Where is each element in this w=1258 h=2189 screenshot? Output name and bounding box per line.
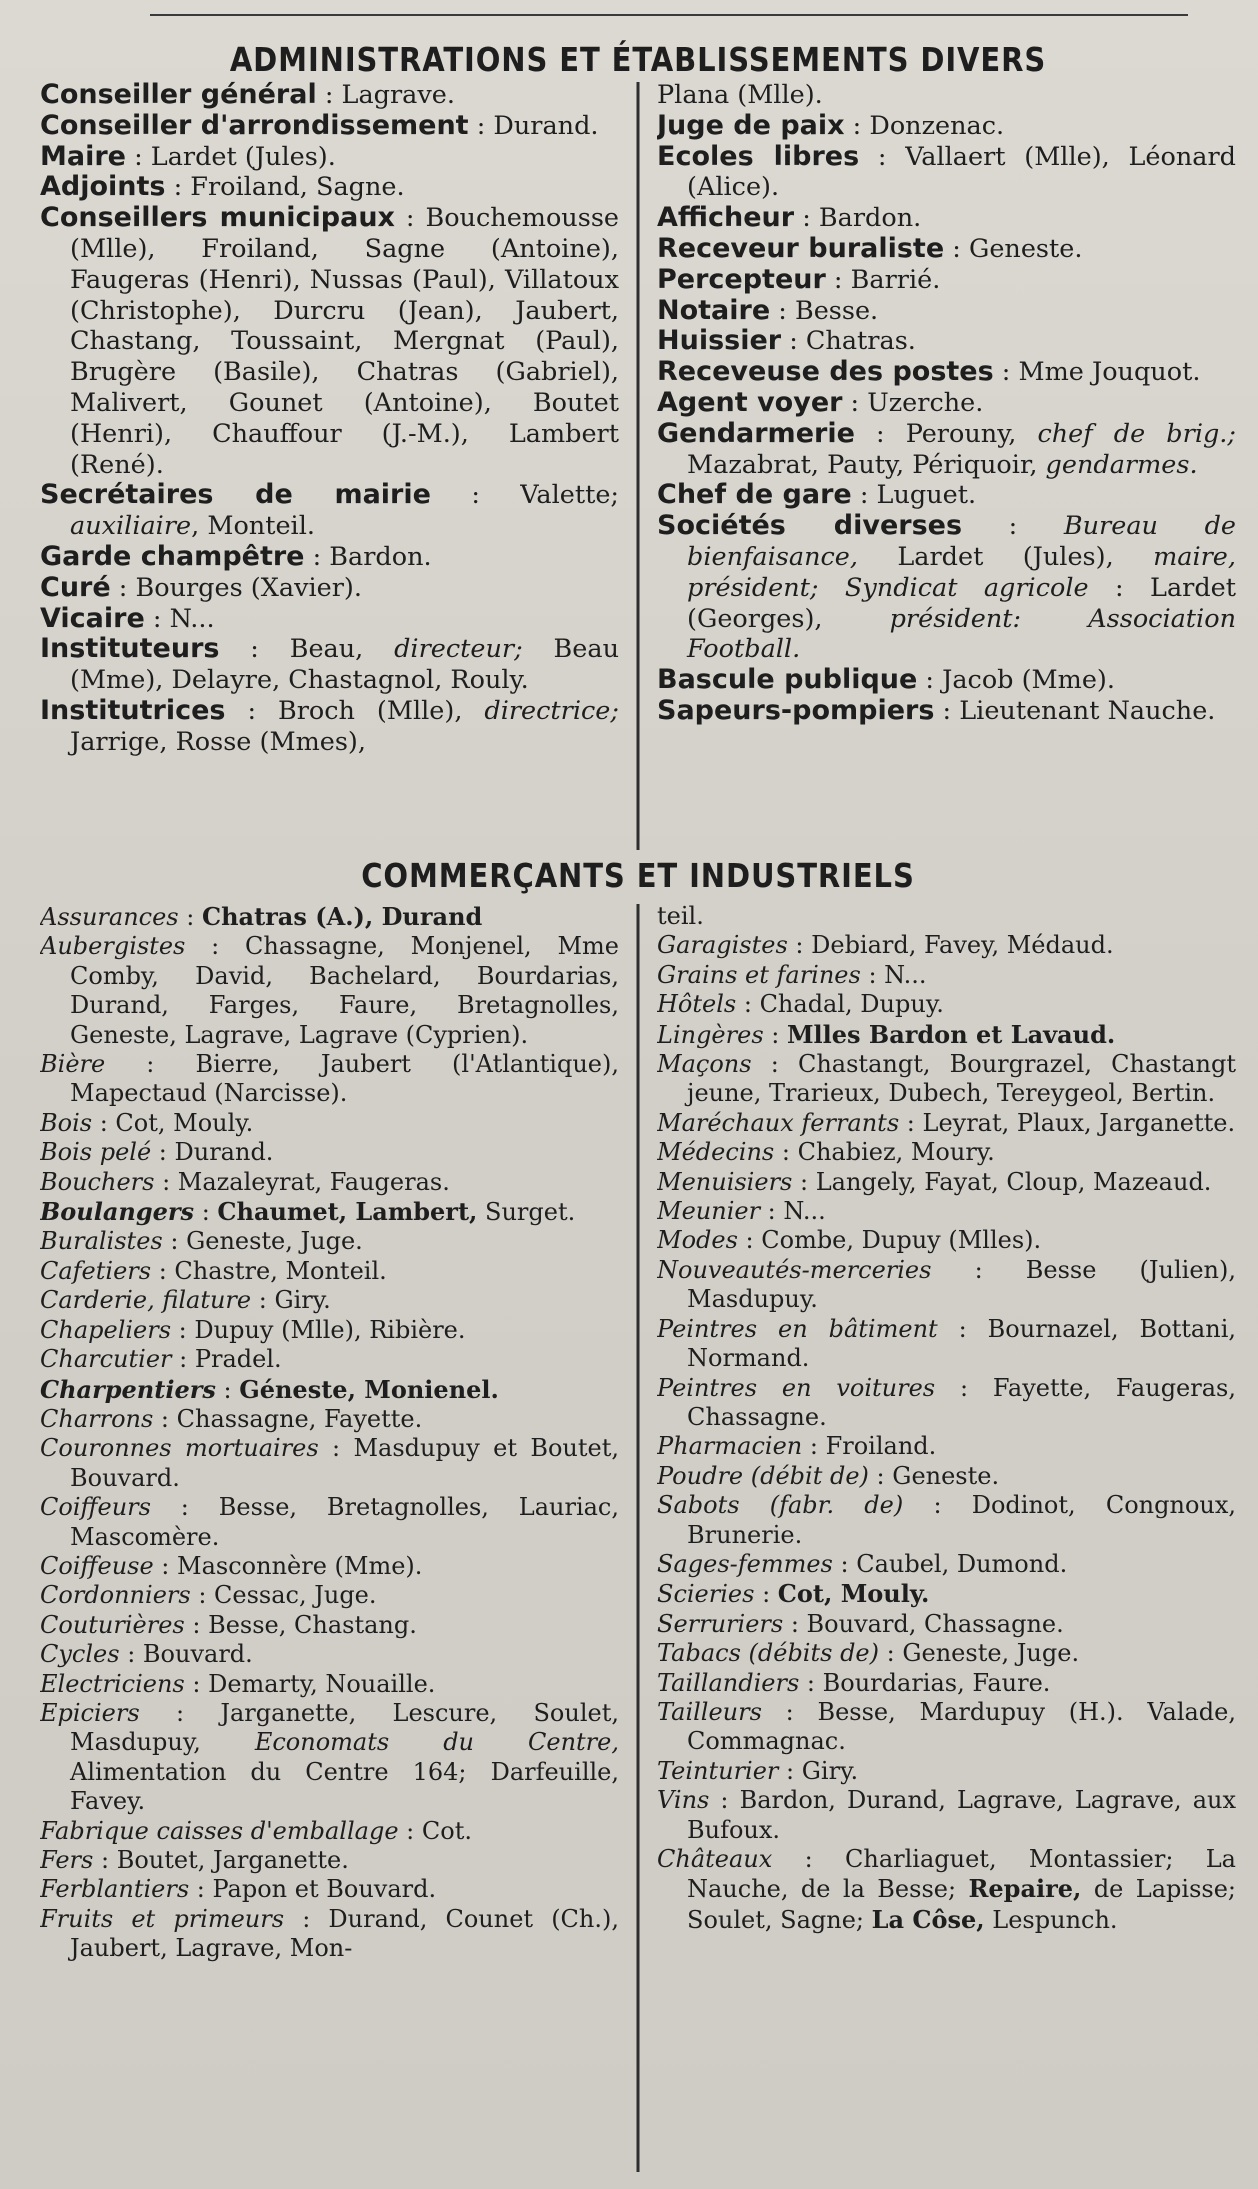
directory-entry [657,265,1236,296]
entry-category: Boulangers [40,1197,195,1227]
directory-entry [657,234,1236,265]
entry-names: : N... [144,603,215,634]
entry-category: Electriciens [40,1669,185,1698]
entry-category: Modes [657,1226,738,1255]
entry-names: : Froiland, Sagne. [165,172,405,203]
entry-category: Charcutier [40,1345,172,1374]
directory-entry [657,1845,1236,1935]
directory-entry [657,1315,1236,1374]
entry-category: Teinturier [657,1756,779,1785]
entry-names: : Bouvard, Chassagne. [783,1609,1064,1638]
directory-entry [657,1698,1236,1757]
directory-entry [40,1316,619,1345]
directory-entry [657,1462,1236,1491]
entry-category: Garde champêtre [40,540,305,572]
entry-names: auxiliaire [70,511,192,542]
directory-entry [40,1197,619,1227]
directory-entry [40,1345,619,1374]
entry-names: : Charliaguet, Montassier; La Nauche, de la Besse; [687,1845,1236,1904]
directory-entry [657,1138,1236,1167]
directory-entry [40,932,619,1050]
entry-category: Epiciers [40,1698,140,1727]
entry-names: : Valette; [430,480,619,511]
entry-names: : Geneste. [868,1461,1000,1490]
entry-names: : Besse. [770,295,879,326]
entry-category: Tailleurs [657,1697,762,1726]
commercants-left-column [40,902,619,2172]
entry-category: Garagistes [657,931,788,960]
entry-category: Cafetiers [40,1256,152,1285]
directory-entry [40,1405,619,1434]
entry-names: : Geneste, Juge. [162,1227,363,1256]
directory-entry [40,1493,619,1552]
entry-category: Maçons [657,1050,752,1079]
entry-category: Meunier [657,1197,761,1226]
entry-names: Beau (Mme), Delayre, Chastagnol, Rouly. [70,634,619,696]
directory-entry [657,931,1236,960]
entry-category: Receveur buraliste [657,232,945,264]
directory-entry [40,1552,619,1581]
directory-entry [40,480,619,542]
administrations-right-column [657,80,1236,850]
entry-names: : Giry. [778,1756,859,1785]
entry-category: Maire [40,140,126,172]
entry-category: Instituteurs [40,633,220,665]
entry-names: Chaumet, Lambert, [217,1197,478,1227]
entry-category: Bascule publique [657,664,918,696]
entry-category: Vicaire [40,602,145,634]
entry-names: : Dodinot, Congnoux, Brunerie. [687,1491,1236,1549]
directory-entry [657,902,1236,931]
directory-entry [657,296,1236,327]
entry-category: Sapeurs-pompiers [657,694,935,726]
entry-names: Repaire, [968,1874,1082,1904]
entry-names: : Besse, Chastang. [184,1610,417,1639]
entry-names: : Chadal, Dupuy. [736,990,944,1019]
entry-names: : Luguet. [851,480,977,511]
entry-category: Couturières [40,1610,185,1639]
entry-names: : Lagrave. [316,80,455,110]
entry-names: : Bardon. [794,203,922,234]
directory-entry [40,1611,619,1640]
entry-names: : Beau, [219,634,395,665]
entry-names: : Durand. [468,110,599,141]
heading-administrations: ADMINISTRATIONS ET ÉTABLISSEMENTS DIVERS [229,40,1047,79]
directory-entry [657,1550,1236,1579]
entry-names: : Chatras. [781,326,916,357]
entry-names: Economats du Centre, [254,1728,619,1757]
entry-category: Adjoints [40,171,166,203]
directory-entry [40,1670,619,1699]
entry-names: Lespunch. [984,1905,1118,1934]
entry-names: : N... [860,960,927,989]
entry-category: Conseiller général [40,80,317,110]
directory-entry [657,1639,1236,1668]
entry-names: : Giry. [251,1286,331,1315]
directory-entry [40,1168,619,1197]
entry-names: : Jacob (Mme). [917,665,1115,696]
directory-entry [40,902,619,932]
directory-entry [40,542,619,573]
entry-category: Sociétés diverses [657,510,963,542]
entry-category: Coiffeurs [40,1493,151,1522]
entry-names: , Monteil. [191,511,315,542]
entry-names: : Perouny, [854,418,1038,449]
directory-entry [40,80,619,111]
entry-names: : Cot. [398,1816,472,1845]
directory-entry [40,1050,619,1109]
entry-category: Scieries [657,1580,755,1609]
directory-entry [40,604,619,635]
entry-names: : Lardet (Jules). [125,141,336,172]
entry-category: Serruriers [657,1609,784,1638]
entry-category: Aubergistes [40,932,186,961]
entry-names: Mazabrat, Pauty, Périquoir, [687,449,1046,480]
entry-category: Cycles [40,1640,120,1669]
entry-names: : Uzerche. [842,387,984,418]
entry-names: : Jarganette, Lescure, Soulet, Masdupuy, [70,1698,619,1757]
heading-commercants: COMMERÇANTS ET INDUSTRIELS [361,856,915,895]
directory-entry [657,1491,1236,1550]
directory-entry [657,1579,1236,1609]
entry-names: : Barrié. [825,264,941,295]
entry-names: : Chastangt, Bourgrazel, Chastangt jeune, Trarieux, Dubech, Tereygeol, Bertin. [687,1050,1236,1108]
directory-entry [40,1875,619,1904]
entry-names: président: Association Football. [687,603,1236,665]
directory-entry [657,1226,1236,1255]
directory-entry [657,419,1236,481]
entry-category: Gendarmerie [657,417,855,449]
directory-entry [40,1581,619,1610]
entry-category: Bière [40,1050,106,1079]
entry-names: : Pradel. [171,1345,282,1374]
directory-entry [40,142,619,173]
directory-entry [40,1257,619,1286]
entry-names: Jarrige, Rosse (Mmes), [70,726,366,757]
entry-names: : Vallaert (Mlle), Léonard (Alice). [687,141,1236,203]
directory-entry [40,1286,619,1315]
entry-names: : Bardon. [304,541,432,572]
entry-category: Huissier [657,325,782,357]
entry-category: Ecoles libres [657,140,860,172]
directory-entry [657,1197,1236,1226]
directory-entry [657,203,1236,234]
entry-category: Juge de paix [657,109,845,141]
directory-entry [657,388,1236,419]
entry-names: : N... [760,1197,826,1226]
entry-names: : Demarty, Nouaille. [184,1669,436,1698]
entry-names: : [194,1198,218,1227]
entry-category: Vins [657,1786,710,1815]
directory-entry [40,1905,619,1964]
directory-entry [657,1168,1236,1197]
directory-entry [40,634,619,696]
entry-names: : Debiard, Favey, Médaud. [787,931,1114,960]
entry-names: : Chastre, Monteil. [151,1256,387,1285]
entry-names: : Bouvard. [119,1640,253,1669]
entry-category: Chef de gare [657,479,852,511]
entry-names: : Durand. [151,1138,274,1167]
entry-category: Menuisiers [657,1167,793,1196]
entry-names: : Besse (Julien), Masdupuy. [687,1255,1236,1314]
entry-names: gendarmes. [1045,449,1198,480]
directory-entry [40,1699,619,1817]
directory-entry [657,1020,1236,1050]
entry-names: Mlles Bardon et Lavaud. [786,1019,1116,1049]
entry-category: Tabacs (débits de) [657,1639,879,1668]
directory-entry [40,573,619,604]
directory-entry [657,326,1236,357]
entry-category: Institutrices [40,694,226,726]
entry-names: : Fayette, Faugeras, Chassagne. [687,1373,1236,1431]
entry-category: Lingères [657,1020,764,1049]
entry-category: Poudre (débit de) [657,1461,869,1490]
entry-names: chef de brig.; [1037,418,1236,449]
directory-entry [657,990,1236,1019]
entry-category: Chapeliers [40,1315,172,1344]
directory-entry [40,1227,619,1256]
entry-names: : Durand, Counet (Ch.), Jaubert, Lagrave, Mon- [70,1904,619,1963]
directory-entry [657,511,1236,665]
entry-category: Conseillers municipaux [40,202,395,234]
entry-category: Sabots (fabr. de) [657,1491,904,1520]
entry-names: : [962,511,1064,542]
entry-category: Buralistes [40,1227,163,1256]
entry-category: Couronnes mortuaires [40,1434,319,1463]
administrations-section [40,80,1236,850]
entry-names: : Froiland. [802,1432,937,1461]
entry-category: Receveuse des postes [657,356,994,388]
entry-names: : Langely, Fayat, Cloup, Mazeaud. [792,1167,1212,1196]
entry-category: Coiffeuse [40,1551,154,1580]
directory-entry [40,172,619,203]
entry-names: : Mazaleyrat, Faugeras. [154,1167,450,1196]
entry-names: : Bierre, Jaubert (l'Atlantique), Mapectaud (Narcisse). [70,1050,619,1108]
entry-category: Hôtels [657,990,737,1019]
entry-category: Afficheur [657,202,795,234]
entry-names: de Lapisse; Soulet, Sagne; [687,1875,1236,1934]
directory-entry [657,1256,1236,1315]
entry-names: : Leyrat, Plaux, Jarganette. [899,1108,1236,1137]
directory-entry [657,1374,1236,1433]
directory-entry [657,111,1236,142]
entry-category: Conseiller d'arrondissement [40,109,469,141]
directory-entry [40,111,619,142]
directory-entry [657,961,1236,990]
directory-entry [657,1757,1236,1786]
entry-category: Secrétaires de mairie [40,479,431,511]
commercants-section [40,902,1236,2172]
directory-entry [657,142,1236,204]
entry-category: Médecins [657,1138,775,1167]
entry-names: : Geneste. [944,233,1083,264]
entry-category: Bois pelé [40,1138,152,1167]
entry-names: : Bourges (Xavier). [110,572,362,603]
entry-names: Surget. [477,1198,576,1227]
entry-category: Fers [40,1846,94,1874]
entry-names: Chatras (A.), Durand [201,902,483,931]
entry-category: Agent voyer [657,386,843,418]
entry-names: : Masconnère (Mme). [153,1551,423,1580]
directory-entry [40,1434,619,1493]
entry-category: Peintres en bâtiment [657,1314,938,1343]
entry-category: Grains et farines [657,960,861,989]
entry-names: : Besse, Mardupuy (H.). Valade, Commagnac. [687,1697,1236,1756]
entry-names: : Papon et Bouvard. [189,1875,437,1904]
directory-entry [40,1846,619,1875]
directory-entry [40,1375,619,1405]
directory-entry [657,1786,1236,1845]
entry-names: : Chabiez, Moury. [774,1138,995,1167]
entry-names: Cot, Mouly. [777,1579,930,1609]
entry-category: Notaire [657,294,771,326]
entry-category: Ferblantiers [40,1875,190,1904]
directory-entry [657,1050,1236,1109]
entry-category: Châteaux [657,1845,773,1873]
entry-category: Curé [40,571,111,603]
directory-entry [40,1109,619,1138]
directory-entry [657,696,1236,727]
entry-names: : Bardon, Durand, Lagrave, Lagrave, aux Bufoux. [687,1786,1236,1844]
entry-category: Charrons [40,1404,154,1433]
entry-names: : [215,1375,240,1404]
directory-entry [40,1640,619,1669]
directory-entry [657,480,1236,511]
entry-names: : Combe, Dupuy (Mlles). [737,1226,1042,1255]
entry-names: : Mme Jouquot. [993,357,1201,388]
entry-category: Cordonniers [40,1581,191,1610]
entry-names: : Bourdarias, Faure. [799,1668,1051,1697]
entry-names: Plana (Mlle). [657,80,823,110]
directory-entry [657,1669,1236,1698]
entry-names: : Geneste, Juge. [879,1639,1080,1668]
entry-category: Charpentiers [40,1374,216,1404]
entry-category: Fabrique caisses d'emballage [40,1816,399,1845]
entry-names: directeur; [394,634,523,665]
entry-category: Maréchaux ferrants [657,1108,900,1137]
entry-names: Bureau de bienfaisance, [687,511,1236,572]
entry-names: : Bournazel, Bottani, Normand. [687,1314,1236,1373]
entry-names: : Broch (Mlle), [225,695,485,726]
entry-names: maire, président; Syndicat agricole [687,541,1236,603]
entry-names: : Lardet (Georges), [687,572,1236,634]
entry-category: Bois [40,1108,93,1137]
entry-names: : Bouchemousse (Mlle), Froiland, Sagne (Antoine), Faugeras (Henri), Nussas (Paul), Villatoux (Christophe), Durcru (Jean), Jaubert, Chastang, Toussaint, Mergnat (Paul), Brugère (Basile), Chatras (Gabriel), Malivert, Gounet (Antoine), Boutet (Henri), Chauffour (J.-M.), Lambert (René). [70,203,619,480]
entry-names: Alimentation du Centre 164; Darfeuille, Favey. [70,1757,619,1816]
administrations-left-column [40,80,619,850]
directory-entry [40,1138,619,1167]
entry-names: Lardet (Jules), [857,541,1154,572]
commercants-right-column [657,902,1236,2172]
entry-names: : Dupuy (Mlle), Ribière. [171,1315,466,1344]
entry-names: : [763,1020,787,1049]
entry-names: : Masdupuy et Boutet, Bouvard. [70,1434,619,1492]
entry-category: Pharmacien [657,1432,803,1461]
entry-names: : [754,1580,778,1609]
directory-entry [657,357,1236,388]
entry-category: Carderie, filature [40,1286,252,1315]
entry-category: Assurances [40,903,179,931]
entry-names: : Cessac, Juge. [190,1581,377,1610]
entry-category: Fruits et primeurs [40,1904,285,1933]
directory-entry [657,1610,1236,1639]
entry-names: : Besse, Bretagnolles, Lauriac, Mascomère. [70,1493,619,1551]
entry-category: Peintres en voitures [657,1373,936,1402]
entry-names: : Chassagne, Monjenel, Mme Comby, David, Bachelard, Bourdarias, Durand, Farges, Faure, Bretagnolles, Geneste, Lagrave, Lagrave (Cyprien). [70,932,619,1049]
entry-names: : Caubel, Dumond. [832,1549,1068,1578]
entry-names: : Boutet, Jarganette. [93,1846,349,1874]
entry-names: : Lieutenant Nauche. [934,695,1216,726]
directory-entry [657,1109,1236,1138]
directory-entry [657,1432,1236,1461]
entry-names: directrice; [484,695,619,726]
entry-names: Géneste, Monienel. [239,1374,499,1404]
entry-names: : [178,903,202,931]
entry-category: Percepteur [657,263,826,295]
entry-names: teil. [657,902,704,930]
entry-category: Bouchers [40,1167,155,1196]
entry-category: Sages-femmes [657,1549,833,1578]
directory-entry [40,696,619,758]
entry-category: Taillandiers [657,1668,800,1697]
directory-entry [40,203,619,480]
directory-entry [657,80,1236,111]
directory-entry [657,665,1236,696]
directory-entry [40,1817,619,1846]
entry-names: : Chassagne, Fayette. [153,1404,423,1433]
entry-names: La Côse, [871,1904,985,1934]
entry-names: : Cot, Mouly. [92,1108,254,1137]
entry-names: : Donzenac. [844,110,1005,141]
entry-category: Nouveautés-merceries [657,1255,932,1284]
